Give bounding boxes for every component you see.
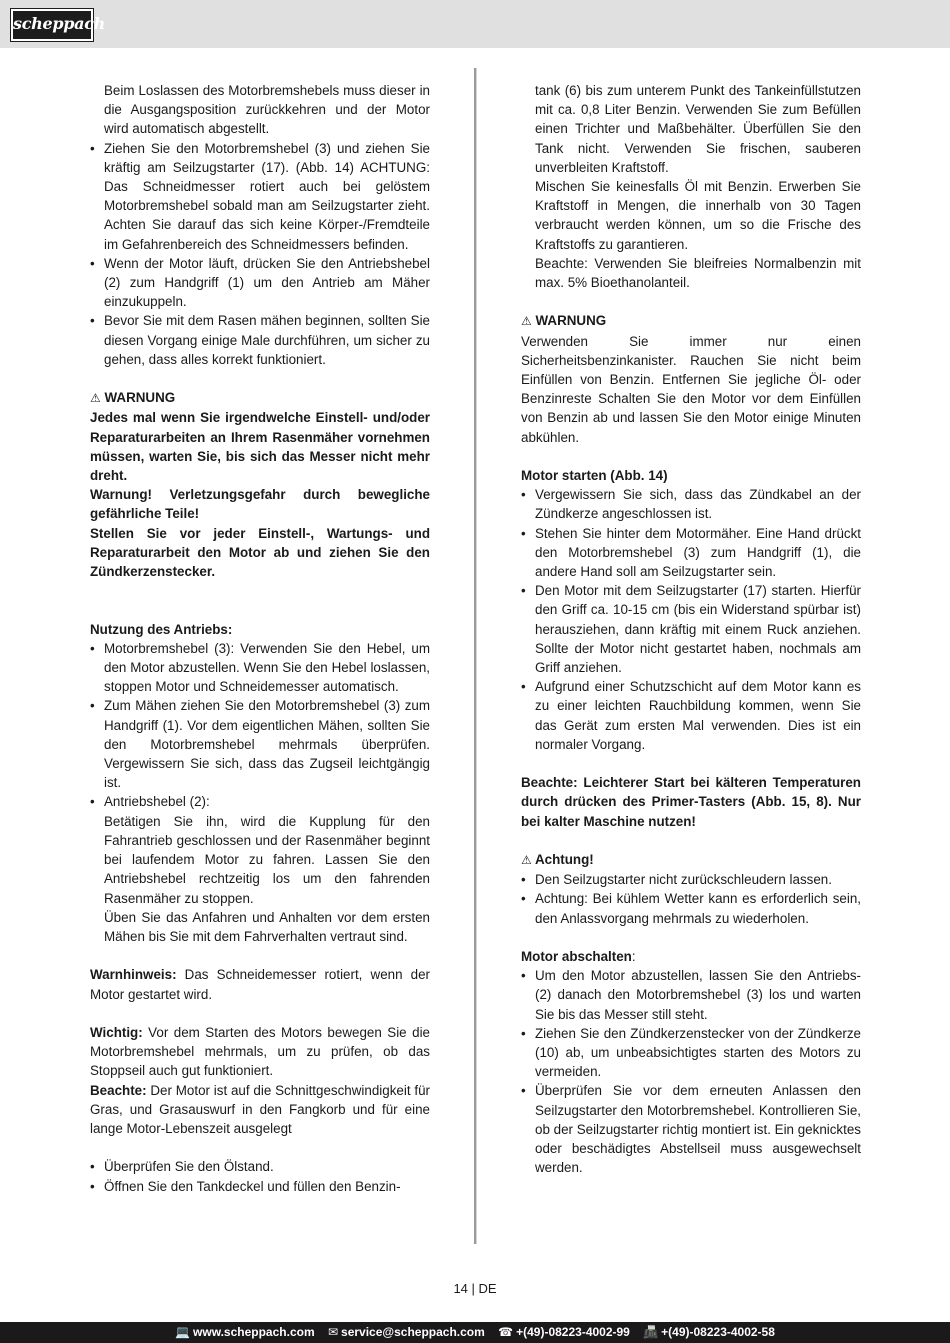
warning-title: WARNUNG (535, 313, 607, 329)
warning-hint-paragraph (90, 965, 430, 1003)
list-item: • Überprüfen Sie den Ölstand. (90, 1157, 430, 1176)
fax-number: +(49)-08223-4002-58 (661, 1325, 775, 1339)
brand-logo: scheppach (11, 9, 93, 41)
list-item: • Den Motor mit dem Seilzugstarter (17) starten. Hierfür den Griff ca. 10-15 cm (bis ein Widerstand spürbar ist) herausziehen, dann kräftig mit einem Ruck anziehen. Sollte der Motor nicht gestartet haben, nochmals am Griff anziehen. (521, 581, 861, 677)
email-link[interactable]: service@scheppach.com (341, 1325, 485, 1339)
note-paragraph (90, 1081, 430, 1139)
list-item: • Den Seilzugstarter nicht zurückschleudern lassen. (521, 870, 861, 889)
list-item: • Um den Motor abzustellen, lassen Sie den Antriebs- (2) danach den Motorbremshebel (3) los und warten Sie bis das Messer still steht. (521, 966, 861, 1024)
page-number: 14 | DE (453, 1281, 497, 1296)
start-motor-list (521, 485, 861, 754)
warning-text: Stellen Sie vor jeder Einstell-, Wartungs- und Reparaturarbeit den Motor ab und ziehen Sie den Zündkerzenstecker. (90, 525, 430, 580)
left-column (90, 81, 430, 1196)
stop-motor-list (521, 966, 861, 1177)
list-item: • Motorbremshebel (3): Verwenden Sie den Hebel, um den Motor abzustellen. Wenn Sie den Hebel loslassen, stoppen Motor und Schneidemesser automatisch. (90, 639, 430, 697)
drive-sub-text: Betätigen Sie ihn, wird die Kupplung für den Fahrantrieb geschlossen und der Rasenmäher beginnt bei laufendem Motor zu fahren. Lassen Sie den Antriebshebel rechtzeitig los um den fahrenden Rasenmäher zu stoppen. (104, 813, 430, 906)
warning-text: Jedes mal wenn Sie irgendwelche Einstell- und/oder Reparaturarbeiten an Ihrem Rasenmäher vornehmen müssen, warten Sie, bis sich das Messer nicht mehr dreht. (90, 410, 430, 484)
paragraph-fuel-note: Beachte: Verwenden Sie bleifreies Normalbenzin mit max. 5% Bioethanolanteil. (535, 255, 861, 291)
caution-title: Achtung! (535, 852, 594, 868)
list-item: • Vergewissern Sie sich, dass das Zündkabel an der Zündkerze angeschlossen ist. (521, 485, 861, 523)
phone-icon: ☎ (498, 1325, 514, 1339)
list-item: • Zum Mähen ziehen Sie den Motorbremshebel (3) zum Handgriff (1). Vor dem eigentlichen Mähen, sollten Sie den Motorbremshebel mehrmals überprüfen. Vergewissern Sie sich, dass das Zugseil leichtgängig ist. (90, 696, 430, 792)
list-item: • Aufgrund einer Schutzschicht auf dem Motor kann es zu einer leichten Rauchbildung kommen, wenn Sie das Gerät zum ersten Mal verwenden. Dies ist ein normaler Vorgang. (521, 677, 861, 754)
mail-icon: ✉ (327, 1325, 339, 1339)
list-item: • Ziehen Sie den Motorbremshebel (3) und ziehen Sie kräftig am Seilzugstarter (17). (Abb. 14) ACHTUNG: Das Schneidmesser rotiert auch bei gelöstem Motorbremshebel sobald man am Seilzugstarter zieht. Achten Sie darauf das sich keine Körper-/Fremdteile im Gefahrenbereich des Schneidmessers befinden. (90, 139, 430, 254)
list-item: • Antriebshebel (2): (90, 792, 430, 811)
important-label: Wichtig: (90, 1024, 143, 1040)
list-item: • Stehen Sie hinter dem Motormäher. Eine Hand drückt den Motorbremshebel (3) zum Handgriff (1), die andere Hand soll am Seilzugstarter sein. (521, 524, 861, 582)
stop-heading (521, 947, 861, 966)
warning-icon: ⚠ (521, 853, 532, 868)
right-column (521, 81, 861, 1178)
start-heading: Motor starten (Abb. 14) (521, 468, 668, 484)
paragraph-mix: Mischen Sie keinesfalls Öl mit Benzin. Erwerben Sie Kraftstoff in Mengen, die innerhalb von 30 Tagen verbraucht werden können, um so die Frische des Kraftstoffs zu garantieren. (535, 179, 861, 252)
important-paragraph (90, 1023, 430, 1081)
column-divider (474, 68, 476, 1244)
header-bar (0, 0, 950, 48)
phone-number: +(49)-08223-4002-99 (516, 1325, 630, 1339)
hint-text: Das Schneidemesser rotiert, wenn der Motor gestartet wird. (90, 967, 430, 1002)
footer-contact-bar (0, 1322, 950, 1343)
caution-heading (521, 850, 861, 870)
end-bullet-list (90, 1157, 430, 1195)
list-item: • Wenn der Motor läuft, drücken Sie den Antriebshebel (2) zum Handgriff (1) um den Antrieb am Mäher einzukuppeln. (90, 254, 430, 312)
paragraph-tank: tank (6) bis zum unterem Punkt des Tankeinfüllstutzen mit ca. 0,8 Liter Benzin. Verwenden Sie zum Befüllen einen Trichter und Maßbehälter. Überfüllen Sie den Tank nicht. Verwenden Sie frischen, sauberen unverbleiten Kraftstoff. (535, 83, 861, 175)
caution-list (521, 870, 861, 928)
drive-heading: Nutzung des Antriebs: (90, 621, 233, 637)
email-item[interactable] (328, 1322, 485, 1343)
paragraph-release: Beim Loslassen des Motorbremshebels muss dieser in die Ausgangsposition zurückkehren und der Motor wird automatisch abgestellt. (104, 83, 430, 137)
list-item: • Öffnen Sie den Tankdeckel und füllen den Benzin- (90, 1177, 430, 1196)
website-item[interactable] (175, 1322, 315, 1343)
list-item: • Achtung: Bei kühlem Wetter kann es erforderlich sein, den Anlassvorgang mehrmals zu wiederholen. (521, 889, 861, 927)
important-text: Vor dem Starten des Motors bewegen Sie die Motorbremshebel mehrmals, um zu prüfen, ob das Stoppseil auch gut funktioniert. (90, 1024, 430, 1079)
website-link[interactable]: www.scheppach.com (193, 1325, 315, 1339)
list-item: • Ziehen Sie den Zündkerzenstecker von der Zündkerze (10) ab, um unbeabsichtigtes starten des Motors zu vermeiden. (521, 1024, 861, 1082)
primer-note: Beachte: Leichterer Start bei kälteren Temperaturen durch drücken des Primer-Tasters (Abb. 15, 8). Nur bei kalter Maschine nutzen! (521, 775, 861, 829)
start-bullet-list (90, 139, 430, 369)
phone-item (498, 1322, 630, 1343)
computer-icon: 💻 (175, 1325, 191, 1339)
fax-icon: 📠 (643, 1325, 659, 1339)
note-text: Der Motor ist auf die Schnittgeschwindigkeit für Gras, und Grasauswurf in den Fangkorb und für eine lange Motor-Lebenszeit ausgelegt (90, 1082, 430, 1136)
hint-label: Warnhinweis: (90, 967, 177, 983)
warning-icon: ⚠ (521, 314, 532, 329)
warning-heading (521, 311, 861, 331)
drive-sub-text: Üben Sie das Anfahren und Anhalten vor dem ersten Mähen bis Sie mit dem Fahrverhalten vertraut sind. (104, 909, 430, 944)
warning-title: WARNUNG (104, 390, 176, 406)
warning-heading (90, 388, 430, 408)
warning-text: Verwenden Sie immer nur einen Sicherheitsbenzinkanister. Rauchen Sie nicht beim Einfüllen von Benzin. Entfernen Sie jegliche Öl- oder Benzinreste Schalten Sie den Motor vor dem Einfüllen von Benzin ab und lassen Sie den Motor einige Minuten abkühlen. (521, 333, 861, 445)
list-item: • Bevor Sie mit dem Rasen mähen beginnen, sollten Sie diesen Vorgang einige Male durchführen, um sicher zu gehen, dass alles korrekt funktioniert. (90, 311, 430, 369)
warning-icon: ⚠ (90, 391, 101, 406)
stop-heading-colon: : (631, 949, 636, 965)
drive-bullet-list (90, 639, 430, 812)
stop-heading-text: Motor abschalten (521, 949, 632, 965)
list-item: • Überprüfen Sie vor dem erneuten Anlassen den Seilzugstarter den Motorbremshebel. Kontrollieren Sie, ob der Seilzugstarter richtig montiert ist. Ein geknicktes oder beschädigtes Abstellseil muss ausgewechselt werden. (521, 1081, 861, 1177)
warning-text: Warnung! Verletzungsgefahr durch bewegliche gefährliche Teile! (90, 487, 430, 522)
fax-item (643, 1322, 775, 1343)
note-label: Beachte: (90, 1082, 147, 1098)
